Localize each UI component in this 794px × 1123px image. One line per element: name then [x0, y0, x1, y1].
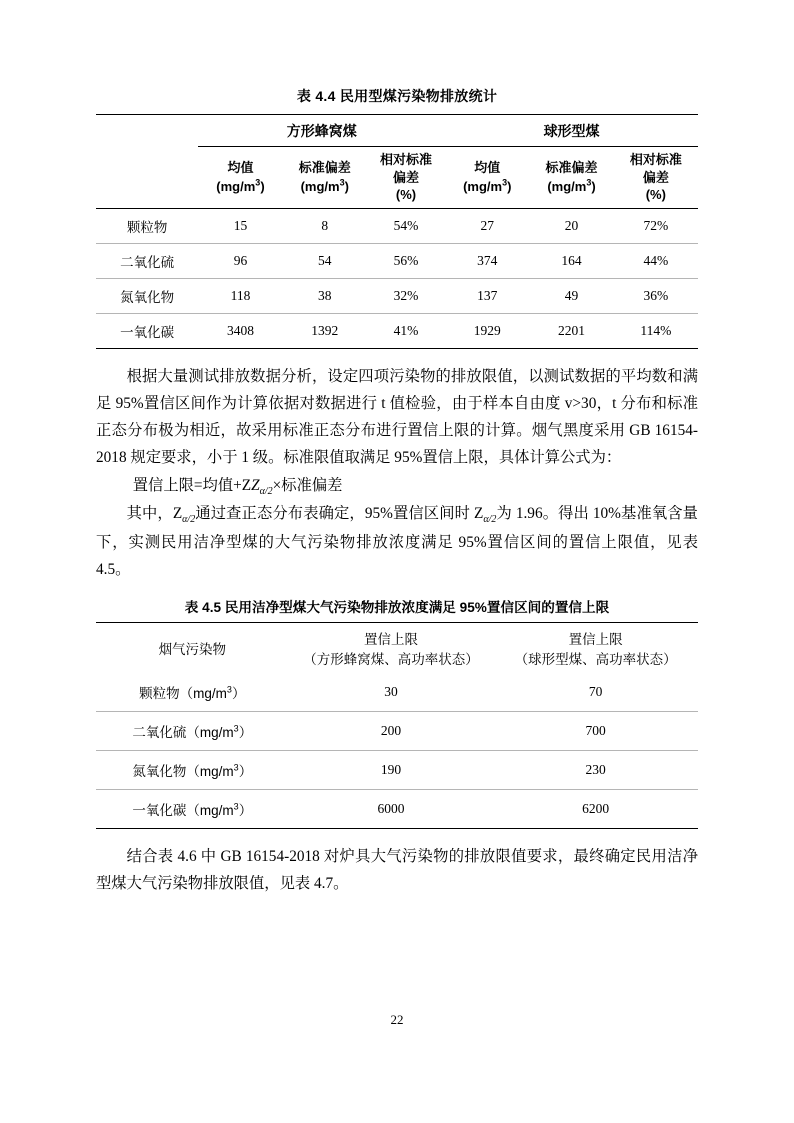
- subheader-line1: 均值: [474, 160, 501, 176]
- formula-tail: ×标准偏差: [272, 476, 343, 494]
- table-44-subheader-rsd-1: [367, 147, 445, 208]
- table-45-header-square: [289, 623, 494, 673]
- symbol-alpha2-first: α/2: [182, 514, 196, 526]
- table-44-cell: 118: [198, 278, 282, 313]
- table-45: [96, 622, 698, 829]
- paragraph-part-a: 其中，Z: [126, 505, 183, 523]
- table-44-group-header-square: 方形蜂窝煤: [198, 115, 445, 147]
- table-44-cell: 1929: [473, 322, 501, 338]
- table-44-sub-header-row: [96, 147, 698, 208]
- paragraph-part-c: 为 1.96。得出 10%基准氧含量下，实测民用洁净型煤的大气污染物排放浓度满足 95%置信区间的置信上限值，见表 4.5。: [96, 505, 698, 579]
- table-44-cell: 72%: [614, 208, 698, 243]
- subheader-line1: 相对标准: [629, 152, 682, 167]
- subheader-line2: $(mg/m^3)$: [547, 177, 596, 194]
- table-44-row-label: 氮氧化物: [96, 278, 198, 313]
- table-45-cell: 190: [289, 750, 494, 789]
- table-row: [96, 789, 698, 828]
- table-44-row-label: 一氧化碳: [120, 324, 175, 340]
- table-45-cell: 70: [493, 673, 698, 712]
- table-44-caption: 表 4.4 民用型煤污染物排放统计: [296, 88, 498, 104]
- table-44-subheader-rsd-2: [614, 147, 698, 208]
- table-45-cell: 30: [289, 673, 494, 712]
- header-line1: 置信上限: [363, 631, 418, 647]
- table-44-row-label: 颗粒物: [96, 208, 198, 243]
- subheader-line2: 偏差: [642, 169, 669, 185]
- table-44-cell: 41%: [393, 322, 419, 338]
- subheader-line3: (%): [645, 187, 666, 203]
- table-44-cell: 374: [445, 243, 529, 278]
- table-45-cell: 700: [493, 711, 698, 750]
- subheader-line2: $(mg/m^3)$: [463, 177, 512, 194]
- subheader-line2: $(mg/m^3)$: [216, 177, 265, 194]
- paragraph-conclusion: 结合表 4.6 中 GB 16154-2018 对炉具大气污染物的排放限值要求，最终确定民用洁净型煤大气污染物排放限值，见表 4.7。: [96, 847, 698, 892]
- subheader-line1: 均值: [227, 160, 254, 176]
- subheader-line2: $(mg/m^3)$: [300, 177, 349, 194]
- table-44-corner-cell: [96, 115, 198, 147]
- table-44-cell: 32%: [367, 278, 445, 313]
- table-44-cell: 49: [529, 278, 613, 313]
- paragraph-analysis: 根据大量测试排放数据分析，设定四项污染物的排放限值，以测试数据的平均数和满足 95%置信区间作为计算依据对数据进行 t 值检验，由于样本自由度 v>30，t 分布和标准正态分布极为相近，故采用标准正态分布进行置信上限的计算。烟气黑度采用 GB 16154-2018 规定要求，小于 1 级。标准限值取满足 95%置信上限，具体计算公式为：: [96, 367, 698, 467]
- table-45-caption: 表 4.5 民用洁净型煤大气污染物排放浓度满足 95%置信区间的置信上限: [184, 599, 610, 615]
- table-45-cell: 6200: [582, 800, 610, 816]
- table-45-header-pollutant: 烟气污染物: [158, 641, 227, 657]
- subheader-line3: (%): [395, 187, 417, 203]
- table-45-row-label: 一氧化碳$(mg/m^3)$: [132, 801, 253, 818]
- paragraph-part-b: 通过查正态分布表确定，95%置信区间时 Z: [195, 505, 484, 523]
- table-44: [96, 114, 698, 349]
- table-45-header-row: [96, 623, 698, 673]
- table-44-cell: 15: [198, 208, 282, 243]
- table-44-cell: 164: [529, 243, 613, 278]
- table-44-cell: 137: [445, 278, 529, 313]
- table-45-header-ball: [493, 623, 698, 673]
- table-44-cell: 96: [198, 243, 282, 278]
- table-row: [96, 750, 698, 789]
- subheader-line1: 标准偏差: [545, 160, 598, 176]
- paragraph-z-explanation: [96, 500, 698, 583]
- table-45-bottom-rule: [96, 828, 698, 829]
- table-row: [96, 313, 698, 348]
- formula-symbol-z: Z: [251, 476, 260, 494]
- table-row: [96, 278, 698, 313]
- table-row: [96, 711, 698, 750]
- table-44-cell: 38: [283, 278, 367, 313]
- header-line1: 置信上限: [568, 631, 623, 647]
- table-44-subheader-sd-2: [529, 147, 613, 208]
- table-row: [96, 208, 698, 243]
- table-44-cell: 56%: [367, 243, 445, 278]
- table-44-bottom-rule: [96, 348, 698, 349]
- table-45-cell: 6000: [377, 800, 405, 816]
- table-44-cell: 3408: [226, 322, 254, 338]
- table-44-subheader-mean-2: [445, 147, 529, 208]
- header-line2: （方形蜂窝煤、高功率状态）: [303, 651, 479, 667]
- table-44-cell: 54: [283, 243, 367, 278]
- table-45-row-label: 颗粒物$(mg/m^3)$: [96, 673, 289, 712]
- table-45-cell: 200: [289, 711, 494, 750]
- subheader-line2: 偏差: [392, 169, 419, 185]
- table-row: [96, 673, 698, 712]
- table-44-cell: 27: [445, 208, 529, 243]
- table-44-row-label: 二氧化硫: [96, 243, 198, 278]
- table-row: [96, 243, 698, 278]
- formula-text: 置信上限=均值+Z: [132, 476, 252, 494]
- table-44-group-header-row: [96, 115, 698, 147]
- formula-confidence-upper-limit: [96, 472, 698, 501]
- table-44-subheader-mean-1: [198, 147, 282, 208]
- table-44-cell: 36%: [614, 278, 698, 313]
- table-44-cell: 1392: [311, 322, 339, 338]
- table-44-subheader-blank: [96, 147, 198, 208]
- table-44-cell: 2201: [558, 322, 586, 338]
- subheader-line1: 相对标准: [379, 152, 432, 167]
- header-line2: （球形型煤、高功率状态）: [514, 651, 677, 667]
- subheader-line1: 标准偏差: [298, 160, 351, 176]
- formula-symbol-alpha2: α/2: [259, 485, 273, 497]
- table-44-cell: 8: [283, 208, 367, 243]
- table-44-cell: 54%: [367, 208, 445, 243]
- page-number: 22: [390, 1012, 404, 1027]
- table-45-row-label: 氮氧化物$(mg/m^3)$: [96, 750, 289, 789]
- table-44-cell: 114%: [640, 322, 672, 338]
- table-44-subheader-sd-1: [283, 147, 367, 208]
- table-44-cell: 20: [529, 208, 613, 243]
- table-44-cell: 44%: [614, 243, 698, 278]
- symbol-alpha2-second: α/2: [483, 514, 497, 526]
- table-44-group-header-ball: 球形型煤: [445, 115, 698, 147]
- table-45-cell: 230: [493, 750, 698, 789]
- table-45-row-label: 二氧化硫$(mg/m^3)$: [96, 711, 289, 750]
